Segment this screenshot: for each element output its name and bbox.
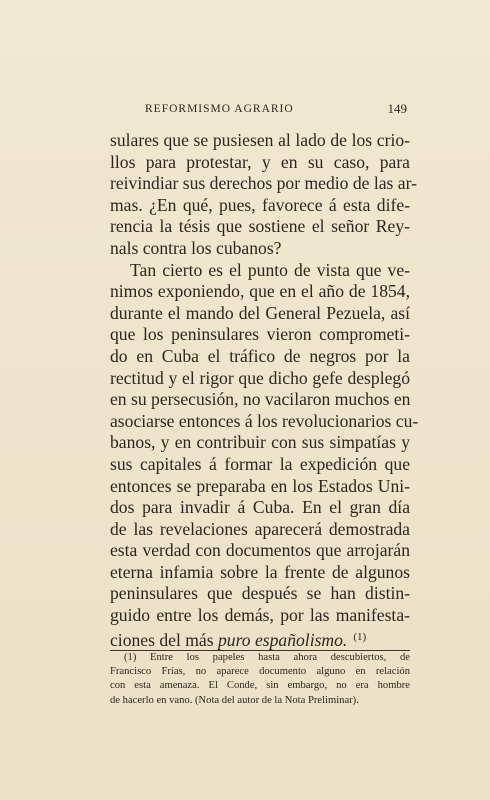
- text-line: de las revelaciones aparecerá demostrada: [110, 518, 410, 539]
- text-line: que los peninsulares vieron comprometi-: [110, 324, 410, 345]
- text-line: reivindiar sus derechos por medio de las ar-: [110, 173, 417, 194]
- text-line: sus capitales á formar la expedición que: [110, 453, 410, 474]
- footnote-line: (1) Entre los papeles hasta ahora descubiertos, de: [124, 652, 410, 663]
- footnote-line: con esta amenaza. El Conde, sin embargo, no era hombre: [110, 680, 410, 692]
- text-line: rencia la tésis que sostiene el señor Rey-: [110, 216, 410, 237]
- text-line: banos, y en contribuir con sus simpatías y: [110, 432, 410, 453]
- text-line: sulares que se pusiesen al lado de los crio-: [110, 130, 410, 150]
- text-line: llos para protestar, y en su caso, para: [110, 151, 410, 172]
- footnote-reference: (1): [353, 630, 367, 643]
- text-line: do en Cuba el tráfico de negros por la: [110, 345, 410, 366]
- text-line: nals contra los cubanos?: [110, 237, 282, 258]
- text-line: mas. ¿En qué, pues, favorece á esta dife-: [110, 194, 410, 215]
- text-line-final: [110, 627, 410, 649]
- text-line: eterna infamia sobre la frente de algunos: [110, 561, 410, 582]
- text-line: Tan cierto es el punto de vista que ve-: [130, 259, 410, 280]
- text-line: en su persecusión, no vacilaron muchos en: [110, 389, 411, 410]
- running-title: REFORMISMO AGRARIO: [145, 103, 294, 115]
- text-line: rectitud y el rigor que dicho gefe desplegó: [110, 367, 410, 388]
- text-line: nimos exponiendo, que en el año de 1854,: [110, 281, 410, 302]
- final-line-text: ciones del más: [110, 629, 214, 650]
- running-header: [145, 99, 407, 119]
- footnote: [110, 651, 410, 708]
- text-line: entonces se preparaba en los Estados Uni-: [110, 475, 410, 496]
- footnote-line: Francisco Frías, no aparece documento alguno en relación: [110, 666, 410, 678]
- text-line: peninsulares que después se han distin-: [110, 583, 410, 604]
- text-line: durante el mando del General Pezuela, así: [110, 302, 410, 323]
- footnote-line: de hacerlo en vano. (Nota del autor de la Nota Preliminar).: [110, 694, 359, 706]
- text-line: esta verdad con documentos que arrojarán: [110, 540, 410, 561]
- text-line: asociarse entonces á los revolucionarios cu-: [110, 410, 419, 431]
- body-text: [110, 130, 419, 650]
- page-number: 149: [387, 101, 407, 116]
- emphasis-text: puro españolismo.: [217, 629, 348, 650]
- text-line: dos para invadir á Cuba. En el gran día: [110, 497, 410, 518]
- text-line: guido entre los demás, por las manifesta-: [110, 605, 410, 626]
